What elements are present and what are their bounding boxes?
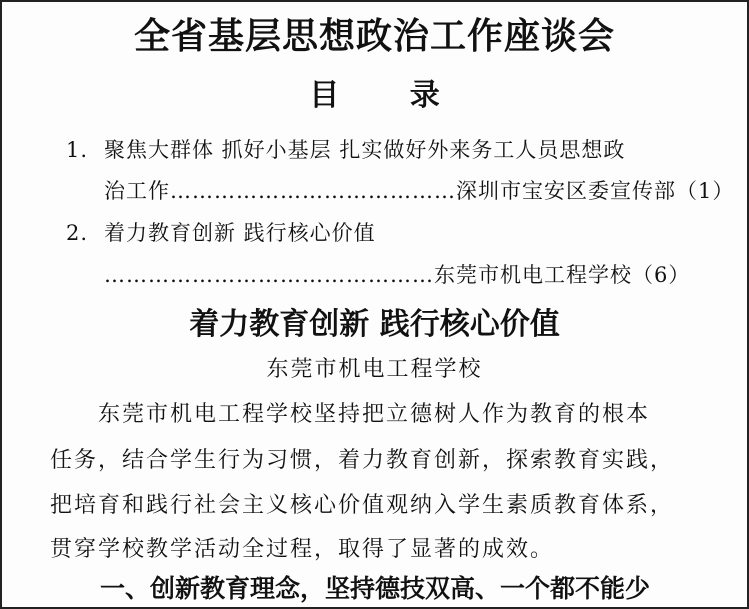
paragraph-line-1: 东莞市机电工程学校坚持把立德树人作为教育的根本: [98, 402, 651, 427]
section-heading: 一、创新教育理念，坚持德技双高、一个都不能少: [100, 574, 651, 603]
paragraph-line-2: 任务，结合学生行为习惯，着力教育创新，探索教育实践，: [50, 448, 675, 473]
paragraph-line-4: 贯穿学校教学活动全过程，取得了显著的成效。: [50, 537, 555, 562]
toc-entry-2-number: 2.: [66, 221, 89, 245]
toc-heading-char-2: 录: [409, 78, 440, 113]
toc-entry-1-title: 聚焦大群体 抓好小基层 扎实做好外来务工人员思想政: [104, 138, 626, 162]
toc-heading-char-1: 目: [309, 78, 340, 113]
toc-heading: [2, 70, 747, 114]
article-author: 东莞市机电工程学校: [266, 357, 483, 382]
toc-entry-1-line-2: 治工作…………………………………深圳市宝安区委宣传部（1）: [104, 179, 735, 203]
toc-entry-1-number: 1.: [66, 138, 89, 162]
toc-entry-2-line-2: ………………………………………东莞市机电工程学校（6）: [104, 263, 691, 287]
article-title: 着力教育创新 践行核心价值: [189, 307, 560, 342]
toc-entry-2-line-1: [66, 217, 376, 247]
document-title: 全省基层思想政治工作座谈会: [133, 16, 615, 57]
paragraph-line-3: 把培育和践行社会主义核心价值观纳入学生素质教育体系，: [50, 493, 675, 518]
toc-entry-1-line-1: [66, 134, 625, 164]
toc-entry-2-title: 着力教育创新 践行核心价值: [104, 221, 376, 245]
